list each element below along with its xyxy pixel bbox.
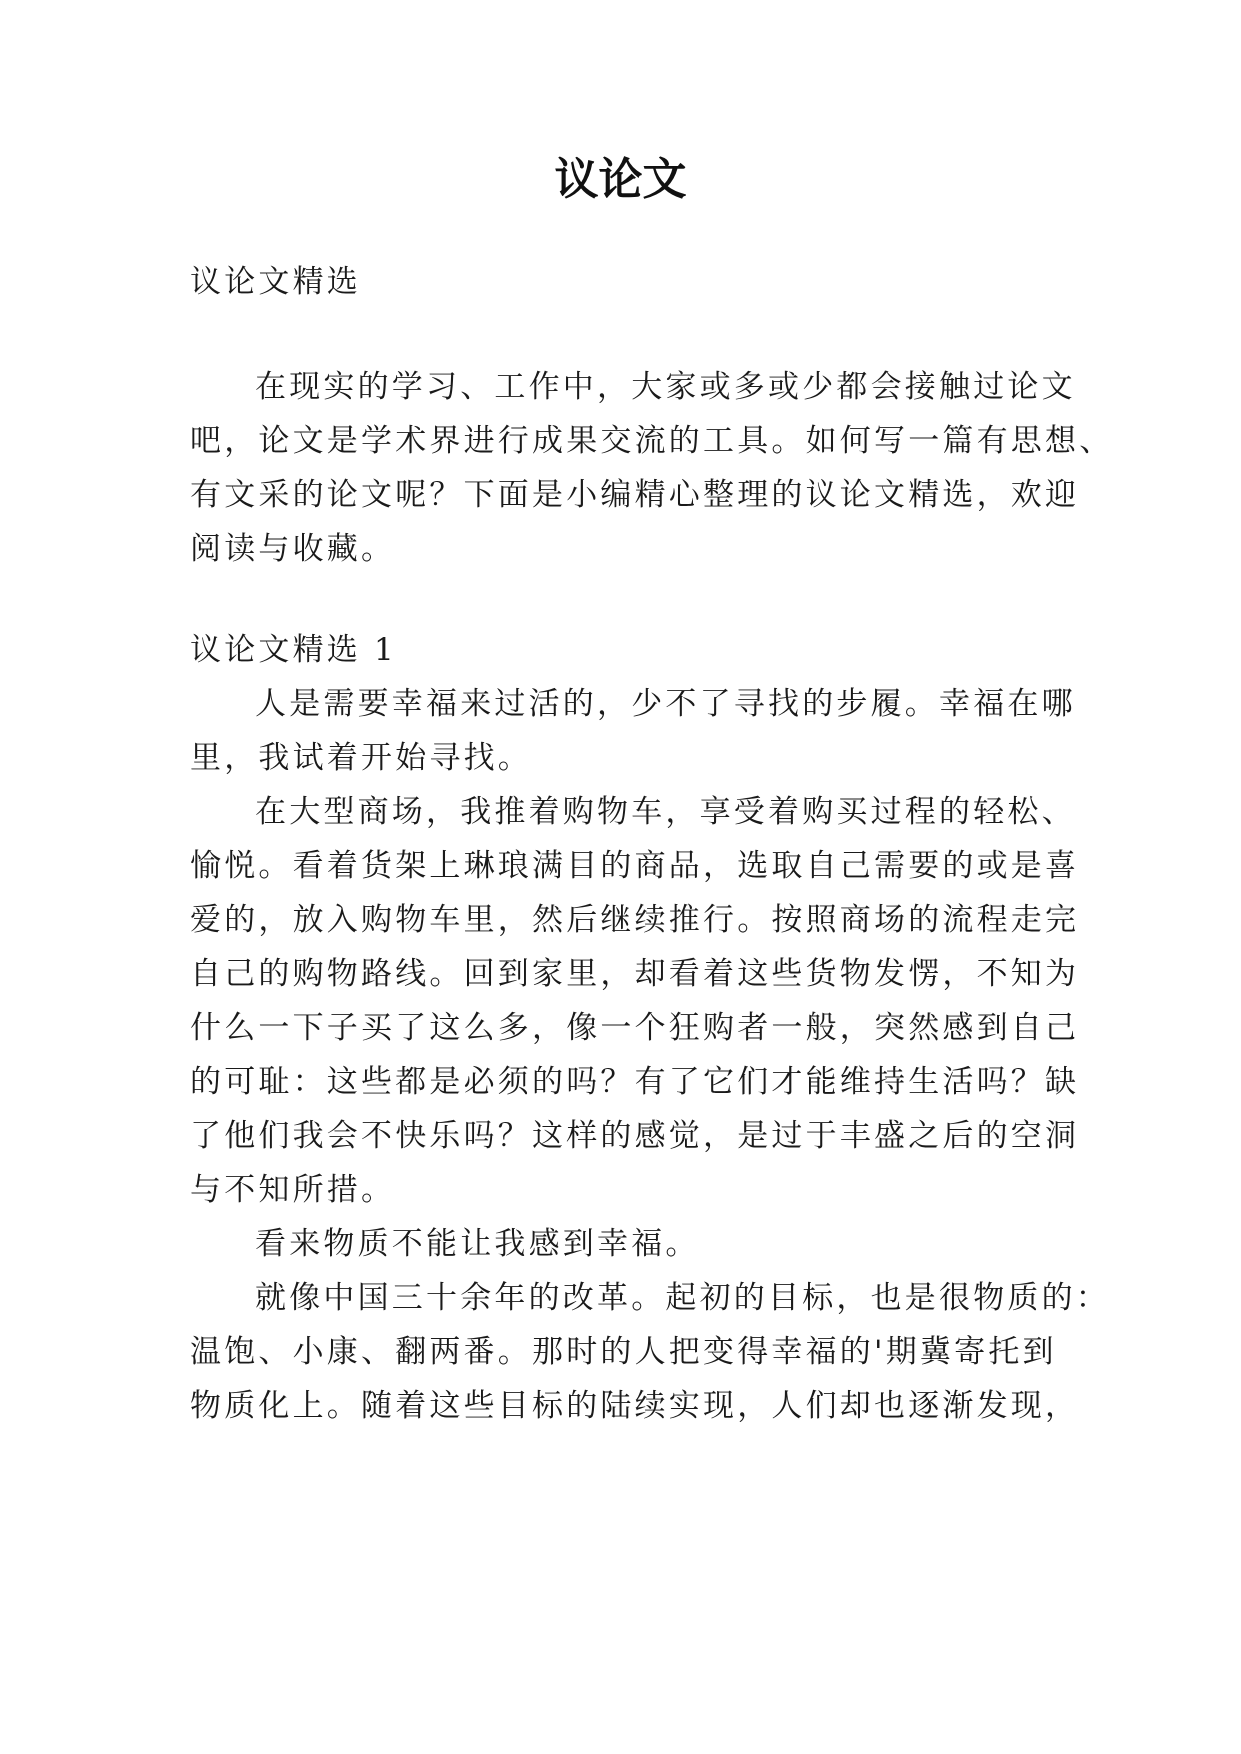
body-line: 了他们我会不快乐吗？这样的感觉，是过于丰盛之后的空洞: [190, 1118, 1080, 1154]
intro-line: 在现实的学习、工作中，大家或多或少都会接触过论文: [255, 369, 1076, 405]
intro-line: 有文采的论文呢？下面是小编精心整理的议论文精选，欢迎: [190, 477, 1080, 513]
body-line: 人是需要幸福来过活的，少不了寻找的步履。幸福在哪: [255, 686, 1076, 722]
body-line: 温饱、小康、翻两番。那时的人把变得幸福的'期冀寄托到: [190, 1334, 1057, 1370]
body-line: 就像中国三十余年的改革。起初的目标，也是很物质的：: [255, 1280, 1110, 1316]
body-line: 什么一下子买了这么多，像一个狂购者一般，突然感到自己: [190, 1010, 1080, 1046]
document-title: 议论文: [554, 154, 687, 205]
body-line: 看来物质不能让我感到幸福。: [255, 1226, 700, 1262]
body-line: 愉悦。看着货架上琳琅满目的商品，选取自己需要的或是喜: [190, 848, 1080, 884]
body-line: 自己的购物路线。回到家里，却看着这些货物发愣，不知为: [190, 956, 1080, 992]
body-line: 物质化上。随着这些目标的陆续实现，人们却也逐渐发现，: [190, 1388, 1080, 1424]
main-heading: 议论文精选: [190, 264, 361, 300]
body-line: 与不知所措。: [190, 1172, 396, 1208]
body-line: 在大型商场，我推着购物车，享受着购买过程的轻松、: [255, 794, 1076, 830]
body-line: 爱的，放入购物车里，然后继续推行。按照商场的流程走完: [190, 902, 1080, 938]
intro-line: 阅读与收藏。: [190, 531, 396, 567]
body-line: 的可耻：这些都是必须的吗？有了它们才能维持生活吗？缺: [190, 1064, 1080, 1100]
section-heading: 议论文精选 1: [190, 632, 397, 668]
body-line: 里，我试着开始寻找。: [190, 740, 532, 776]
intro-line: 吧，论文是学术界进行成果交流的工具。如何写一篇有思想、: [190, 423, 1114, 459]
